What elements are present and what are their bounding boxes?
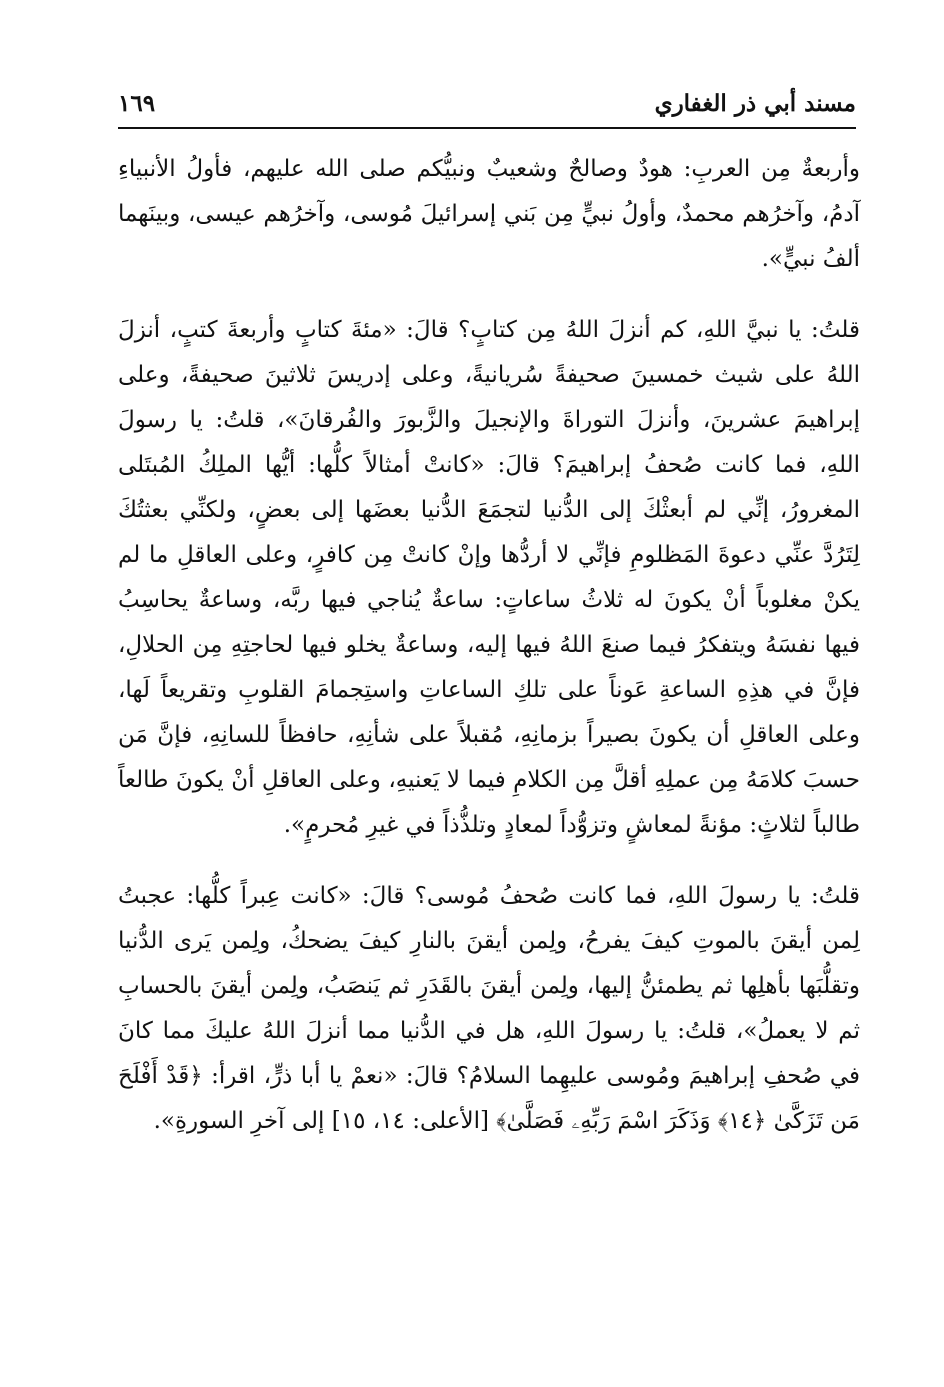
- running-title: مسند أبي ذر الغفاري: [654, 90, 856, 117]
- paragraph: قلتُ: يا نبيَّ اللهِ، كم أنزلَ اللهُ مِن كتابٍ؟ قالَ: «مئةَ كتابٍ وأربعةَ كتبٍ، أنزلَ اللهُ على شيث خمسينَ صحيفةً سُريانيةً، وعلى إدريسَ ثلاثينَ صحيفةً، وعلى إبراهيمَ عشرينَ، وأنزلَ التوراةَ والإنجيلَ والزَّبورَ والفُرقانَ»، قلتُ: يا رسولَ اللهِ، فما كانت صُحفُ إبراهيمَ؟ قالَ: «كانتْ أمثالاً كلُّها: أيُّها الملِكُ المُبتَلى المغرورُ، إنِّي لم أبعثْكَ إلى الدُّنيا لتجمَعَ الدُّنيا بعضَها إلى بعضٍ، ولكنِّي بعثتُكَ لِتَرُدَّ عنِّي دعوةَ المَظلومِ فإنِّي لا أردُّها وإنْ كانتْ مِن كافرٍ، وعلى العاقلِ ما لم يكنْ مغلوباً أنْ يكونَ له ثلاثُ ساعاتٍ: ساعةٌ يُناجي فيها ربَّه، وساعةٌ يحاسِبُ فيها نفسَهُ ويتفكرُ فيما صنعَ اللهُ فيها إليه، وساعةٌ يخلو فيها لحاجتِهِ مِن الحلالِ، فإنَّ في هذِهِ الساعةِ عَوناً على تلكِ الساعاتِ واستِجمامَ القلوبِ وتقريعاً لَها، وعلى العاقلِ أن يكونَ بصيراً بزمانِهِ، مُقبلاً على شأنِهِ، حافظاً للسانِهِ، فإنَّ مَن حسبَ كلامَهُ مِن عملِهِ أقلَّ مِن الكلامِ فيما لا يَعنيهِ، وعلى العاقلِ أنْ يكونَ طالعاً طالباً لثلاثٍ: مؤنةً لمعاشٍ وتزوُّداً لمعادٍ وتلذُّذاً في غيرِ مُحرمٍ».: [118, 317, 860, 838]
- paragraph: قلتُ: يا رسولَ اللهِ، فما كانت صُحفُ مُوسى؟ قالَ: «كانت عِبراً كلُّها: عجبتُ لِمن أيقنَ بالموتِ كيفَ يفرحُ، ولِمن أيقنَ بالنارِ كيفَ يضحكُ، ولِمن يَرى الدُّنيا وتقلُّبَها بأهلِها ثم يطمئنُّ إليها، ولِمن أيقنَ بالقَدَرِ ثم يَنصَبُ، ولِمن أيقنَ بالحسابِ ثم لا يعملُ»، قلتُ: يا رسولَ اللهِ، هل في الدُّنيا مما أنزلَ اللهُ عليكَ مما كانَ في صُحفِ إبراهيمَ ومُوسى عليهِما السلامُ؟ قالَ: «نعمْ يا أبا ذرٍّ، اقرأ: ﴿قَدْ أَفْلَحَ مَن تَزَكَّىٰ ﴿١٤﴾ وَذَكَرَ اسْمَ رَبِّهِۦ فَصَلَّىٰ﴾ [الأعلى: ١٤، ١٥] إلى آخرِ السورةِ».: [118, 883, 860, 1134]
- page-header: [118, 90, 856, 124]
- header-rule: [118, 127, 856, 129]
- page-body: [118, 147, 860, 1144]
- paragraph: وأربعةٌ مِن العربِ: هودٌ وصالحٌ وشعيبٌ ونبيُّكم صلى الله عليهم، فأولُ الأنبياءِ آدمُ، وآخرُهم محمدٌ، وأولُ نبيٍّ مِن بَني إسرائيلَ مُوسى، وآخرُهم عيسى، وبينَهما ألفُ نبيٍّ».: [118, 156, 860, 272]
- page-number: ١٦٩: [118, 90, 156, 117]
